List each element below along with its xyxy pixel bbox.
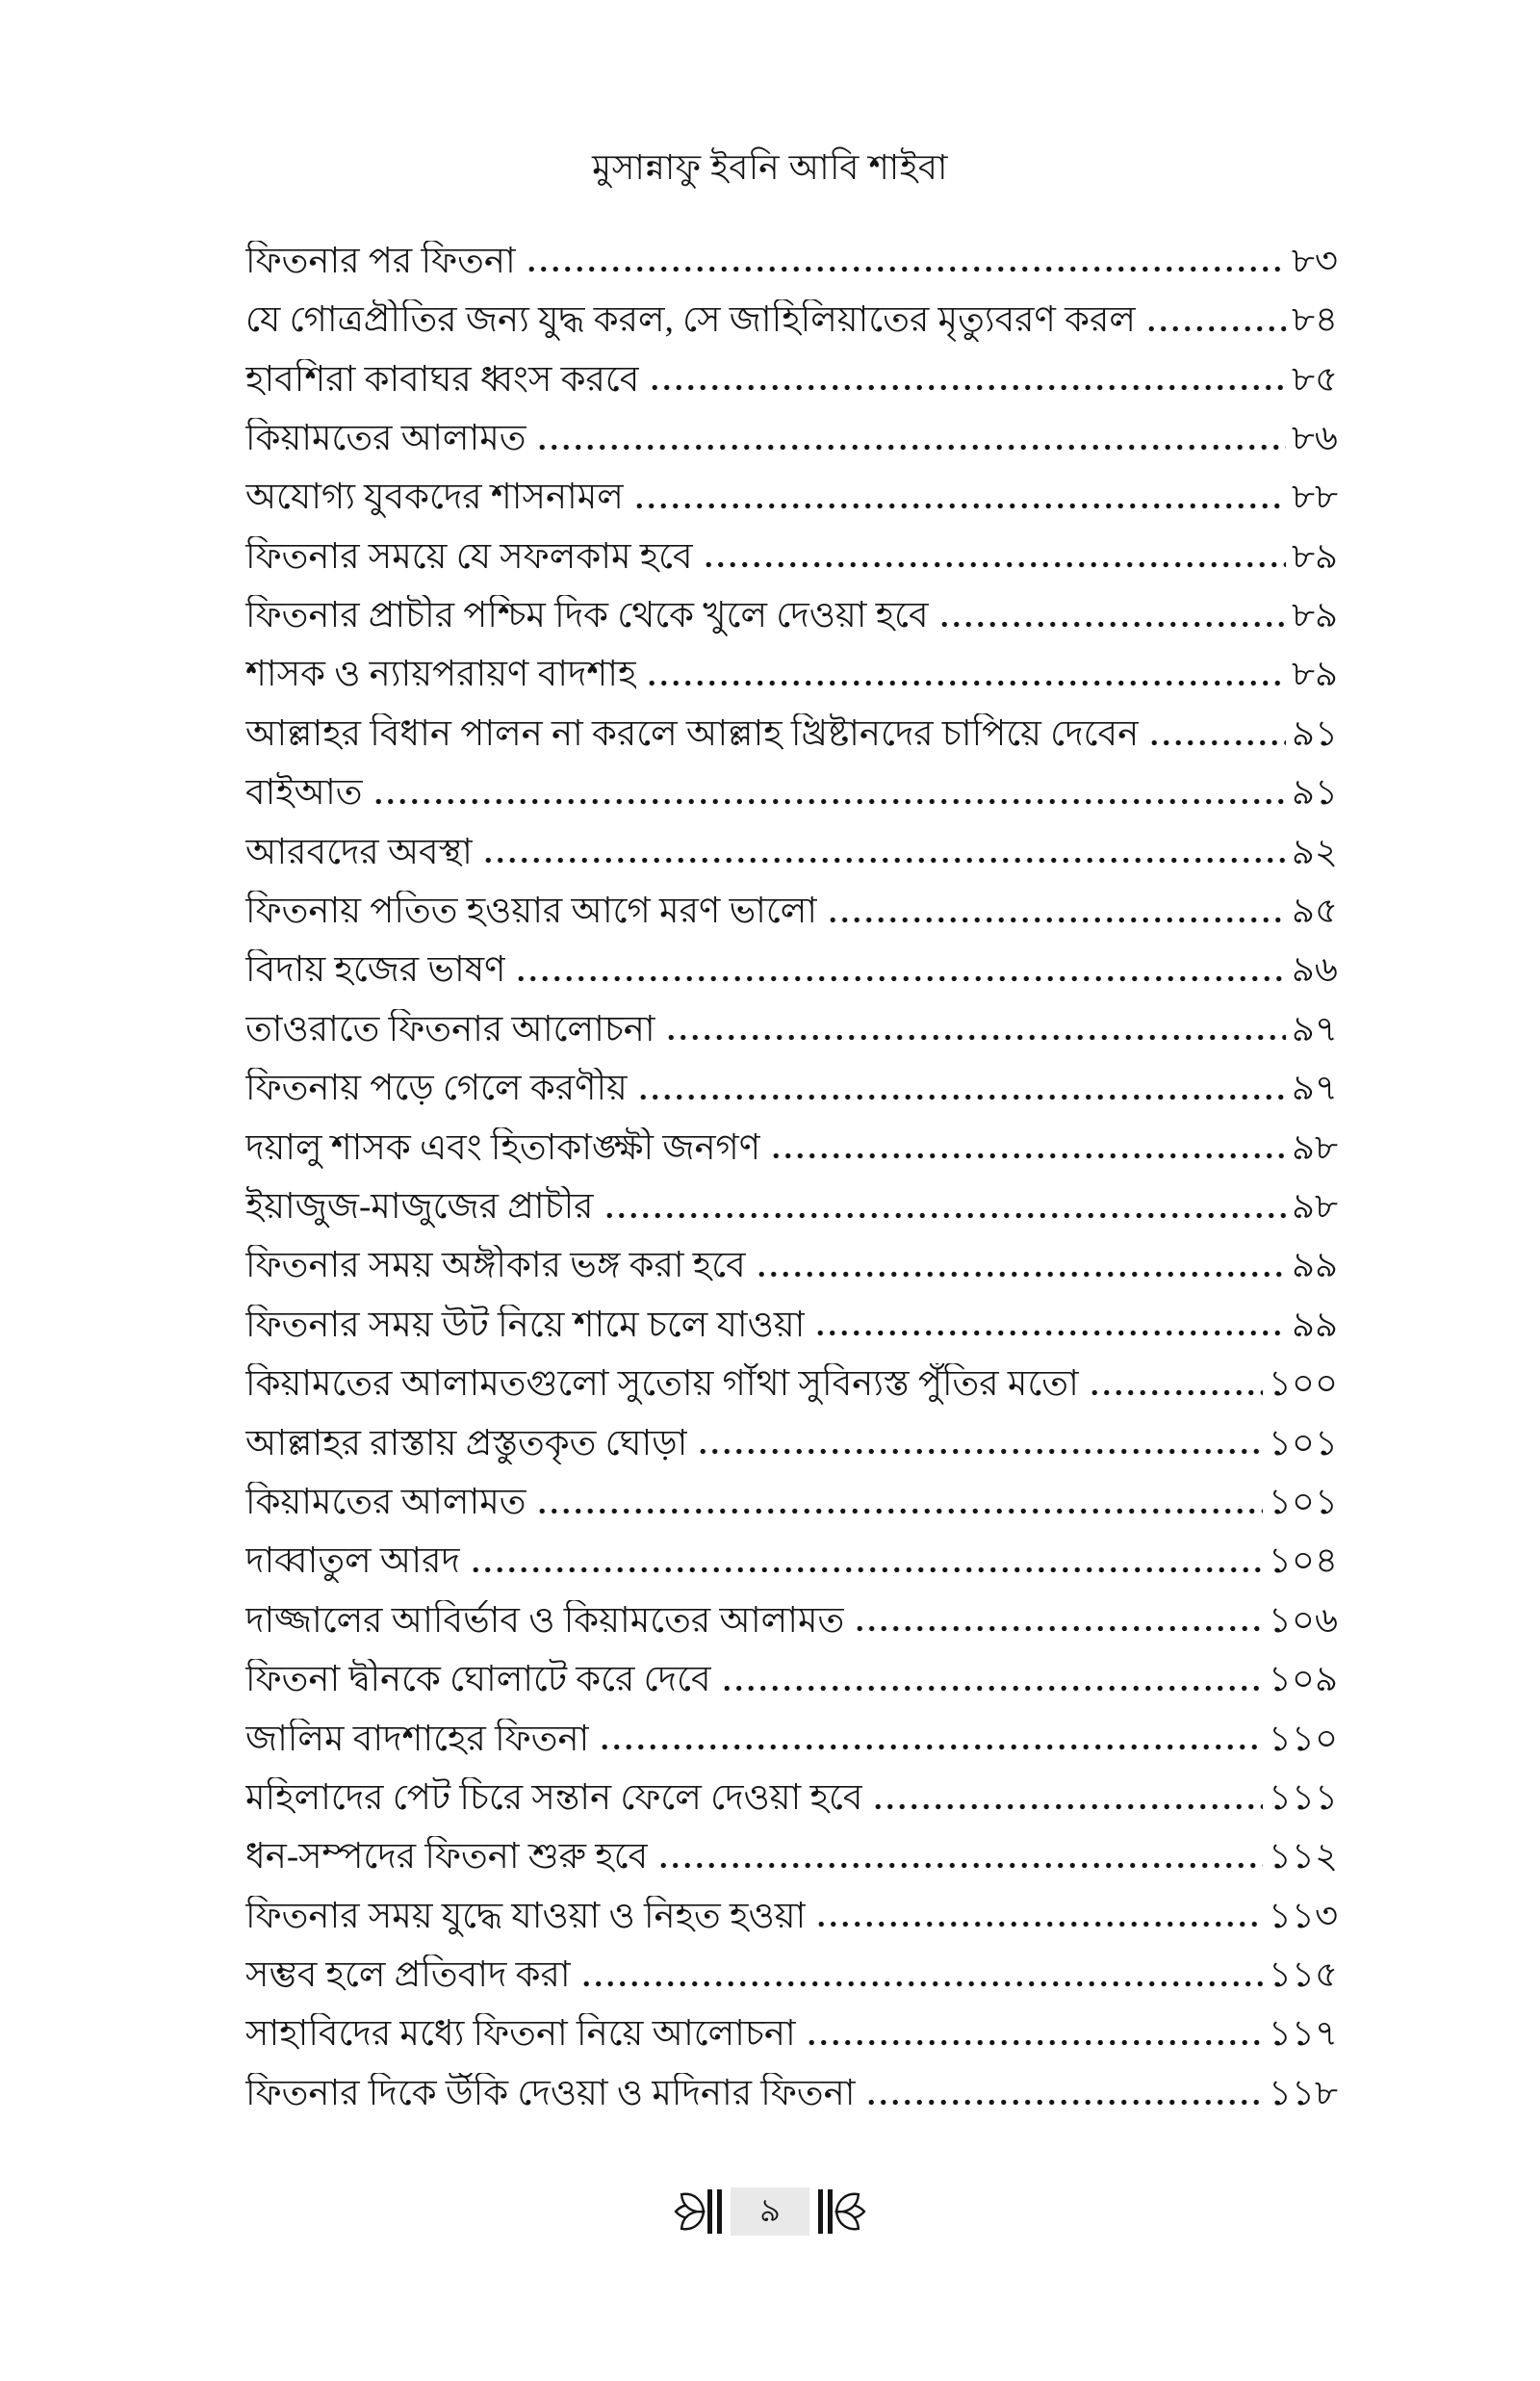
toc-entry-page: ৯৯ xyxy=(1291,1305,1338,1345)
toc-entry-page: ৯৬ xyxy=(1291,950,1338,991)
toc-entry-page: ৯৫ xyxy=(1291,892,1338,932)
dotted-leader xyxy=(703,558,1286,571)
dotted-leader xyxy=(854,1622,1263,1635)
toc-entry-page: ১০৬ xyxy=(1268,1600,1338,1641)
toc-entry-page: ৯৭ xyxy=(1291,1009,1338,1049)
toc-entry-title: ফিতনা দ্বীনকে ঘোলাটে করে দেবে xyxy=(245,1660,711,1700)
toc-entry-title: হাবশিরা কাবাঘর ধ্বংস করবে xyxy=(245,359,640,400)
toc-entry-page: ৮৪ xyxy=(1291,300,1338,341)
toc-entry xyxy=(245,342,1338,401)
toc-list xyxy=(245,223,1338,2115)
toc-entry-title: আরবদের অবস্থা xyxy=(245,832,473,872)
toc-entry-title: ফিতনার সময়ে যে সফলকাম হবে xyxy=(245,536,693,577)
toc-entry-page: ৯৮ xyxy=(1291,1186,1338,1227)
toc-entry xyxy=(245,1050,1338,1109)
toc-entry-title: ফিতনার পর ফিতনা xyxy=(245,241,516,281)
toc-entry xyxy=(245,637,1338,696)
dotted-leader xyxy=(515,972,1285,985)
toc-entry-page: ৮৫ xyxy=(1291,359,1338,400)
toc-entry-page: ৮৩ xyxy=(1291,241,1338,281)
toc-entry xyxy=(245,696,1338,755)
dotted-leader xyxy=(697,1445,1263,1458)
toc-entry-page: ১০৯ xyxy=(1268,1660,1338,1700)
footer-page-number-ornament xyxy=(0,2187,1540,2236)
toc-entry xyxy=(245,1820,1338,1878)
toc-entry xyxy=(245,519,1338,578)
toc-entry xyxy=(245,756,1338,815)
toc-entry-title: বিদায় হজের ভাষণ xyxy=(245,950,506,991)
toc-entry-title: দয়ালু শাসক এবং হিতাকাঙ্ক্ষী জনগণ xyxy=(245,1127,761,1168)
toc-entry-title: দাজ্জালের আবির্ভাব ও কিয়ামতের আলামত xyxy=(245,1600,845,1641)
dotted-leader xyxy=(815,1918,1263,1930)
toc-entry-page: ১০০ xyxy=(1268,1364,1338,1405)
toc-entry-title: ফিতনার সময় অঙ্গীকার ভঙ্গ করা হবে xyxy=(245,1246,746,1286)
toc-entry xyxy=(245,815,1338,873)
toc-entry-title: কিয়ামতের আলামতগুলো সুতোয় গাঁথা সুবিন্যস্ত পুঁতির মতো xyxy=(245,1364,1079,1405)
dotted-leader xyxy=(827,914,1286,926)
toc-entry-title: কিয়ামতের আলামত xyxy=(245,1482,526,1522)
toc-entry xyxy=(245,1583,1338,1642)
toc-entry xyxy=(245,1937,1338,1996)
toc-entry-page: ৮৮ xyxy=(1291,478,1338,518)
toc-entry xyxy=(245,1110,1338,1169)
dotted-leader xyxy=(806,2036,1263,2049)
dotted-leader xyxy=(580,1978,1263,1990)
toc-entry-page: ৮৯ xyxy=(1291,655,1338,695)
toc-entry-title: অযোগ্য যুবকদের শাসনামল xyxy=(245,478,624,518)
toc-entry-title: ধন-সম্পদের ফিতনা শুরু হবে xyxy=(245,1837,649,1877)
toc-entry-title: ফিতনায় পতিত হওয়ার আগে মরণ ভালো xyxy=(245,892,818,932)
toc-entry xyxy=(245,401,1338,459)
page-title: মুসান্নাফু ইবনি আবি শাইবা xyxy=(592,148,948,187)
toc-entry-title: ইয়াজুজ-মাজুজের প্রাচীর xyxy=(245,1186,594,1227)
dotted-leader xyxy=(665,1031,1286,1044)
toc-entry-page: ১১৮ xyxy=(1268,2073,1338,2113)
toc-entry-page: ৮৯ xyxy=(1291,596,1338,636)
toc-entry xyxy=(245,1524,1338,1583)
dotted-leader xyxy=(470,1564,1263,1576)
dotted-leader xyxy=(657,1859,1263,1872)
dotted-leader xyxy=(721,1682,1263,1695)
toc-entry-page: ৯৮ xyxy=(1291,1127,1338,1168)
toc-entry-page: ৮৬ xyxy=(1291,418,1338,458)
toc-entry-title: ফিতনার দিকে উঁকি দেওয়া ও মদিনার ফিতনা xyxy=(245,2073,856,2113)
toc-entry xyxy=(245,1346,1338,1405)
toc-entry-title: ফিতনার প্রাচীর পশ্চিম দিক থেকে খুলে দেওয়া হবে xyxy=(245,596,929,636)
toc-entry-title: আল্লাহর রাস্তায় প্রস্তুতকৃত ঘোড়া xyxy=(245,1423,688,1463)
dotted-leader xyxy=(872,1800,1263,1813)
dotted-leader xyxy=(1089,1386,1263,1399)
toc-entry-title: যে গোত্রপ্রীতির জন্য যুদ্ধ করল, সে জাহিলিয়াতের মৃত্যুবরণ করল xyxy=(245,300,1136,341)
dotted-leader xyxy=(938,618,1286,631)
dotted-leader xyxy=(814,1327,1286,1339)
toc-entry-page: ১১০ xyxy=(1268,1719,1338,1759)
toc-entry xyxy=(245,933,1338,992)
toc-entry-page: ১১২ xyxy=(1268,1837,1338,1877)
toc-entry-page: ১০১ xyxy=(1268,1423,1338,1463)
toc-entry xyxy=(245,1169,1338,1228)
toc-entry xyxy=(245,1760,1338,1819)
toc-entry-page: ৯১ xyxy=(1291,713,1338,754)
toc-entry xyxy=(245,1642,1338,1700)
toc-entry xyxy=(245,1701,1338,1760)
dotted-leader xyxy=(633,500,1286,512)
dotted-leader xyxy=(1145,323,1286,335)
toc-entry xyxy=(245,1997,1338,2056)
toc-entry-title: কিয়ামতের আলামত xyxy=(245,418,526,458)
toc-entry-page: ১১১ xyxy=(1268,1777,1338,1818)
dotted-leader xyxy=(865,2096,1263,2109)
toc-entry xyxy=(245,578,1338,636)
toc-entry-title: দাব্বাতুল আরদ xyxy=(245,1541,460,1582)
dotted-leader xyxy=(482,854,1286,867)
toc-entry-page: ১১৩ xyxy=(1268,1896,1338,1936)
toc-entry xyxy=(245,223,1338,282)
dotted-leader xyxy=(372,795,1286,808)
dotted-leader xyxy=(649,381,1286,394)
toc-entry-page: ১১৭ xyxy=(1268,2014,1338,2055)
toc-entry-page: ১০১ xyxy=(1268,1482,1338,1522)
page-number-box: ৯ xyxy=(731,2187,809,2236)
dotted-leader xyxy=(526,263,1286,275)
floral-ornament-left-icon xyxy=(672,2187,724,2236)
toc-entry-title: জালিম বাদশাহের ফিতনা xyxy=(245,1719,590,1759)
dotted-leader xyxy=(599,1741,1263,1753)
dotted-leader xyxy=(637,1091,1286,1103)
toc-entry xyxy=(245,873,1338,932)
dotted-leader xyxy=(756,1268,1286,1281)
toc-entry-page: ৯১ xyxy=(1291,773,1338,814)
floral-ornament-right-icon xyxy=(816,2187,868,2236)
toc-entry-title: ফিতনার সময় যুদ্ধে যাওয়া ও নিহত হওয়া xyxy=(245,1896,807,1936)
dotted-leader xyxy=(1148,737,1286,749)
toc-entry xyxy=(245,1287,1338,1346)
toc-entry xyxy=(245,1464,1338,1523)
toc-entry-title: ফিতনায় পড়ে গেলে করণীয় xyxy=(245,1069,628,1109)
toc-entry xyxy=(245,282,1338,341)
toc-entry-title: সাহাবিদের মধ্যে ফিতনা নিয়ে আলোচনা xyxy=(245,2014,796,2055)
toc-entry-title: সম্ভব হলে প্রতিবাদ করা xyxy=(245,1955,571,1996)
dotted-leader xyxy=(646,677,1286,689)
toc-entry-title: ফিতনার সময় উট নিয়ে শামে চলে যাওয়া xyxy=(245,1305,806,1345)
toc-entry xyxy=(245,992,1338,1050)
toc-entry-page: ৮৯ xyxy=(1291,536,1338,577)
dotted-leader xyxy=(536,1505,1263,1517)
toc-entry-title: শাসক ও ন্যায়পরায়ণ বাদশাহ xyxy=(245,655,637,695)
toc-entry-title: বাইআত xyxy=(245,773,363,814)
toc-entry-page: ১১৫ xyxy=(1268,1955,1338,1996)
toc-entry xyxy=(245,1406,1338,1464)
toc-entry-page: ৯২ xyxy=(1291,832,1338,872)
dotted-leader xyxy=(770,1150,1286,1162)
dotted-leader xyxy=(603,1209,1286,1222)
toc-entry-page: ১০৪ xyxy=(1268,1541,1338,1582)
toc-entry xyxy=(245,1878,1338,1937)
toc-entry xyxy=(245,460,1338,519)
toc-entry xyxy=(245,2056,1338,2114)
toc-entry-page: ৯৯ xyxy=(1291,1246,1338,1286)
toc-entry-page: ৯৭ xyxy=(1291,1069,1338,1109)
toc-entry-title: তাওরাতে ফিতনার আলোচনা xyxy=(245,1009,655,1049)
toc-entry-title: মহিলাদের পেট চিরে সন্তান ফেলে দেওয়া হবে xyxy=(245,1777,863,1818)
dotted-leader xyxy=(536,441,1286,453)
toc-entry xyxy=(245,1229,1338,1287)
toc-entry-title: আল্লাহর বিধান পালন না করলে আল্লাহ খ্রিষ্টানদের চাপিয়ে দেবেন xyxy=(245,713,1140,754)
